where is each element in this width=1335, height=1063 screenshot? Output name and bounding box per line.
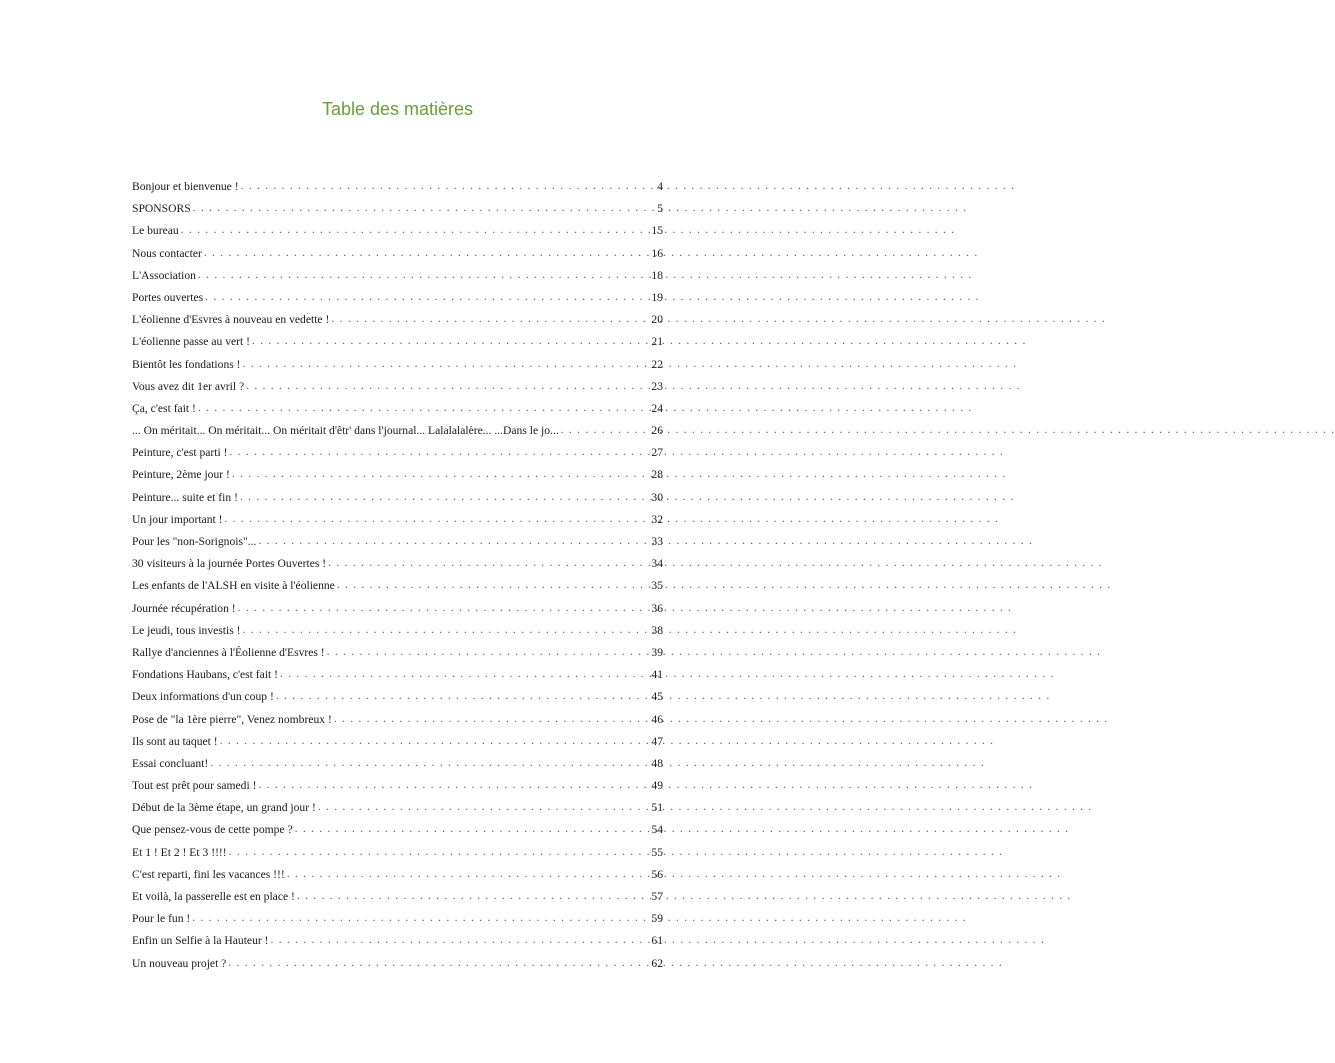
toc-entry-page-number: 41 [651, 668, 663, 682]
toc-dot-leader [252, 330, 649, 352]
toc-entry[interactable] [132, 442, 663, 464]
toc-dot-leader [192, 907, 649, 929]
toc-entry[interactable] [132, 598, 663, 620]
toc-entry[interactable] [132, 420, 663, 442]
toc-entry[interactable] [132, 198, 663, 220]
toc-dot-leader [328, 552, 649, 574]
toc-entry-label: Peinture, c'est parti ! [132, 446, 228, 460]
toc-entry[interactable] [132, 265, 663, 287]
toc-entry-page-number: 33 [651, 535, 663, 548]
toc-entry[interactable] [132, 797, 663, 819]
toc-entry-page-number: 54 [651, 823, 663, 837]
toc-entry-page-number: 18 [651, 268, 663, 282]
toc-entry-page-number: 26 [651, 424, 663, 438]
toc-entry-label: Bientôt les fondations ! [132, 357, 241, 371]
toc-entry[interactable] [132, 842, 663, 864]
toc-entry[interactable] [132, 620, 663, 642]
toc-title: Table des matières [321, 99, 474, 119]
toc-entry-page-number: 15 [651, 224, 663, 238]
toc-entry[interactable] [132, 819, 663, 841]
toc-dot-leader [193, 197, 656, 219]
toc-entry[interactable] [132, 287, 663, 309]
toc-entry-label: Et 1 ! Et 2 ! Et 3 !!!! [132, 845, 227, 859]
toc-entry-label: Pour les "non-Sorignois"... [132, 535, 257, 548]
toc-entry-label: Pour le fun ! [132, 912, 191, 926]
toc-entry-page-number: 20 [651, 313, 663, 327]
toc-entry[interactable] [132, 642, 663, 664]
toc-entry[interactable] [132, 354, 663, 376]
toc-entry-label: Journée récupération ! [132, 601, 236, 615]
toc-dot-leader [318, 796, 650, 818]
toc-entry-label: Le jeudi, tous investis ! [132, 623, 241, 637]
toc-entry-page-number: 28 [651, 468, 663, 482]
toc-entry-page-number: 32 [651, 512, 663, 526]
toc-entry-label: Rallye d'anciennes à l'Éolienne d'Esvres ! [132, 645, 325, 659]
toc-dot-leader [276, 685, 650, 707]
toc-dot-leader [205, 286, 649, 308]
toc-entry-label: L'éolienne passe au vert ! [132, 335, 250, 349]
toc-entry-page-number: 5 [657, 202, 663, 216]
toc-entry-page-number: 57 [651, 890, 663, 903]
toc-entry[interactable] [132, 731, 663, 753]
toc-entry-label: Bonjour et bienvenue ! [132, 180, 239, 193]
toc-entry-page-number: 34 [651, 557, 663, 571]
toc-entry[interactable] [132, 575, 663, 597]
toc-entry-page-number: 46 [651, 712, 663, 726]
toc-dot-leader [240, 486, 649, 508]
toc-dot-leader [337, 574, 650, 596]
toc-dot-leader [331, 308, 649, 330]
toc-entry[interactable] [132, 753, 663, 775]
toc-entry-label: Fondations Haubans, c'est fait ! [132, 668, 279, 682]
toc-entry-label: Le bureau [132, 224, 179, 238]
toc-dot-leader [243, 619, 650, 641]
toc-entry-label: 30 visiteurs à la journée Portes Ouvertes ! [132, 557, 327, 571]
toc-entry-label: Les enfants de l'ALSH en visite à l'éolienne [132, 579, 335, 593]
toc-dot-leader [198, 264, 649, 286]
toc-dot-leader [287, 863, 650, 885]
toc-entry-label: Que pensez-vous de cette pompe ? [132, 823, 293, 837]
toc-entry-label: Ça, c'est fait ! [132, 401, 196, 415]
toc-entry-label: Enfin un Selfie à la Hauteur ! [132, 934, 269, 948]
toc-dot-leader [232, 463, 650, 485]
toc-entry-page-number: 59 [651, 912, 663, 926]
toc-entry[interactable] [132, 243, 663, 265]
toc-entry-label: Début de la 3ème étape, un grand jour ! [132, 801, 316, 815]
toc-entry-label: L'éolienne d'Esvres à nouveau en vedette ! [132, 313, 330, 327]
toc-dot-leader [295, 818, 650, 840]
toc-entry-label: Portes ouvertes [132, 290, 204, 304]
toc-entry[interactable] [132, 664, 663, 686]
toc-entry-page-number: 23 [651, 379, 663, 393]
toc-dot-leader [258, 774, 649, 796]
toc-entry-page-number: 38 [651, 623, 663, 637]
toc-entry-label: C'est reparti, fini les vacances !!! [132, 867, 285, 881]
toc-entry-label: Essai concluant! [132, 756, 209, 770]
toc-entry[interactable] [132, 864, 663, 886]
toc-entry-page-number: 36 [651, 601, 663, 615]
toc-entry-page-number: 30 [651, 490, 663, 504]
toc-entry[interactable] [132, 509, 663, 531]
toc-entry-page-number: 56 [651, 867, 663, 881]
toc-entry[interactable] [132, 487, 663, 509]
toc-entry-page-number: 39 [651, 645, 663, 659]
toc-entry-label: Pose de "la 1ère pierre", Venez nombreux ! [132, 712, 332, 726]
toc-entry-page-number: 61 [651, 934, 663, 948]
toc-entry-page-number: 16 [651, 246, 663, 260]
toc-dot-leader [280, 663, 649, 685]
toc-entry[interactable] [132, 531, 663, 553]
toc-dot-leader [241, 175, 656, 197]
toc-entry-page-number: 55 [651, 845, 663, 859]
toc-entry[interactable] [132, 376, 663, 398]
toc-entry-label: Vous avez dit 1er avril ? [132, 379, 245, 393]
toc-dot-leader [327, 641, 650, 663]
toc-dot-leader [224, 508, 649, 530]
toc-entry[interactable] [132, 709, 663, 731]
toc-entry-label: SPONSORS [132, 202, 191, 216]
toc-entry[interactable] [132, 464, 663, 486]
toc-entry-label: Ils sont au taquet ! [132, 734, 218, 748]
toc-entry[interactable] [132, 398, 663, 420]
toc-entry[interactable] [132, 331, 663, 353]
toc-dot-leader [334, 708, 650, 730]
toc-entry[interactable] [132, 309, 663, 331]
toc-dot-leader [220, 730, 650, 752]
toc-dot-leader [198, 397, 650, 419]
toc-entry-page-number: 51 [651, 801, 663, 815]
toc-entry-label: Et voilà, la passerelle est en place ! [132, 890, 295, 903]
toc-entry[interactable] [132, 220, 663, 242]
table-of-contents [132, 176, 663, 975]
toc-dot-leader [210, 752, 649, 774]
toc-dot-leader [246, 375, 649, 397]
toc-entry-page-number: 27 [651, 446, 663, 460]
toc-dot-leader [258, 530, 649, 552]
toc-entry-label: Tout est prêt pour samedi ! [132, 779, 257, 793]
toc-dot-leader [243, 353, 650, 375]
toc-dot-leader [229, 441, 649, 463]
toc-entry-label: ... On méritait... On méritait... On méritait d'êtr' dans l'journal... Lalalalalère... ...Dans le jo... [132, 424, 559, 438]
toc-entry-page-number: 62 [651, 956, 663, 970]
toc-entry-page-number: 49 [651, 779, 663, 793]
toc-entry[interactable] [132, 553, 663, 575]
toc-entry-page-number: 35 [651, 579, 663, 593]
toc-entry[interactable] [132, 775, 663, 797]
toc-dot-leader [271, 929, 650, 951]
toc-entry-label: Deux informations d'un coup ! [132, 690, 274, 704]
toc-entry[interactable] [132, 908, 663, 930]
toc-entry[interactable] [132, 930, 663, 952]
toc-entry-label: Peinture, 2ème jour ! [132, 468, 230, 482]
toc-entry[interactable] [132, 953, 663, 975]
toc-dot-leader [229, 841, 650, 863]
toc-entry[interactable] [132, 886, 663, 908]
toc-entry-page-number: 48 [651, 756, 663, 770]
toc-entry-page-number: 4 [657, 180, 663, 193]
toc-entry-page-number: 19 [651, 290, 663, 304]
toc-entry-label: Peinture... suite et fin ! [132, 490, 238, 504]
toc-dot-leader [181, 219, 650, 241]
toc-dot-leader [204, 242, 650, 264]
toc-entry-page-number: 45 [651, 690, 663, 704]
toc-dot-leader [228, 952, 649, 974]
toc-dot-leader [238, 597, 650, 619]
toc-entry[interactable] [132, 686, 663, 708]
toc-entry-page-number: 47 [651, 734, 663, 748]
toc-entry-label: Nous contacter [132, 246, 202, 260]
toc-dot-leader [297, 885, 650, 907]
toc-entry-label: Un nouveau projet ? [132, 956, 227, 970]
toc-entry-page-number: 22 [651, 357, 663, 371]
toc-entry-label: Un jour important ! [132, 512, 223, 526]
toc-dot-leader [561, 419, 650, 441]
toc-entry-page-number: 24 [651, 401, 663, 415]
toc-entry-label: L'Association [132, 268, 196, 282]
toc-entry-page-number: 21 [651, 335, 663, 349]
toc-entry[interactable] [132, 176, 663, 198]
